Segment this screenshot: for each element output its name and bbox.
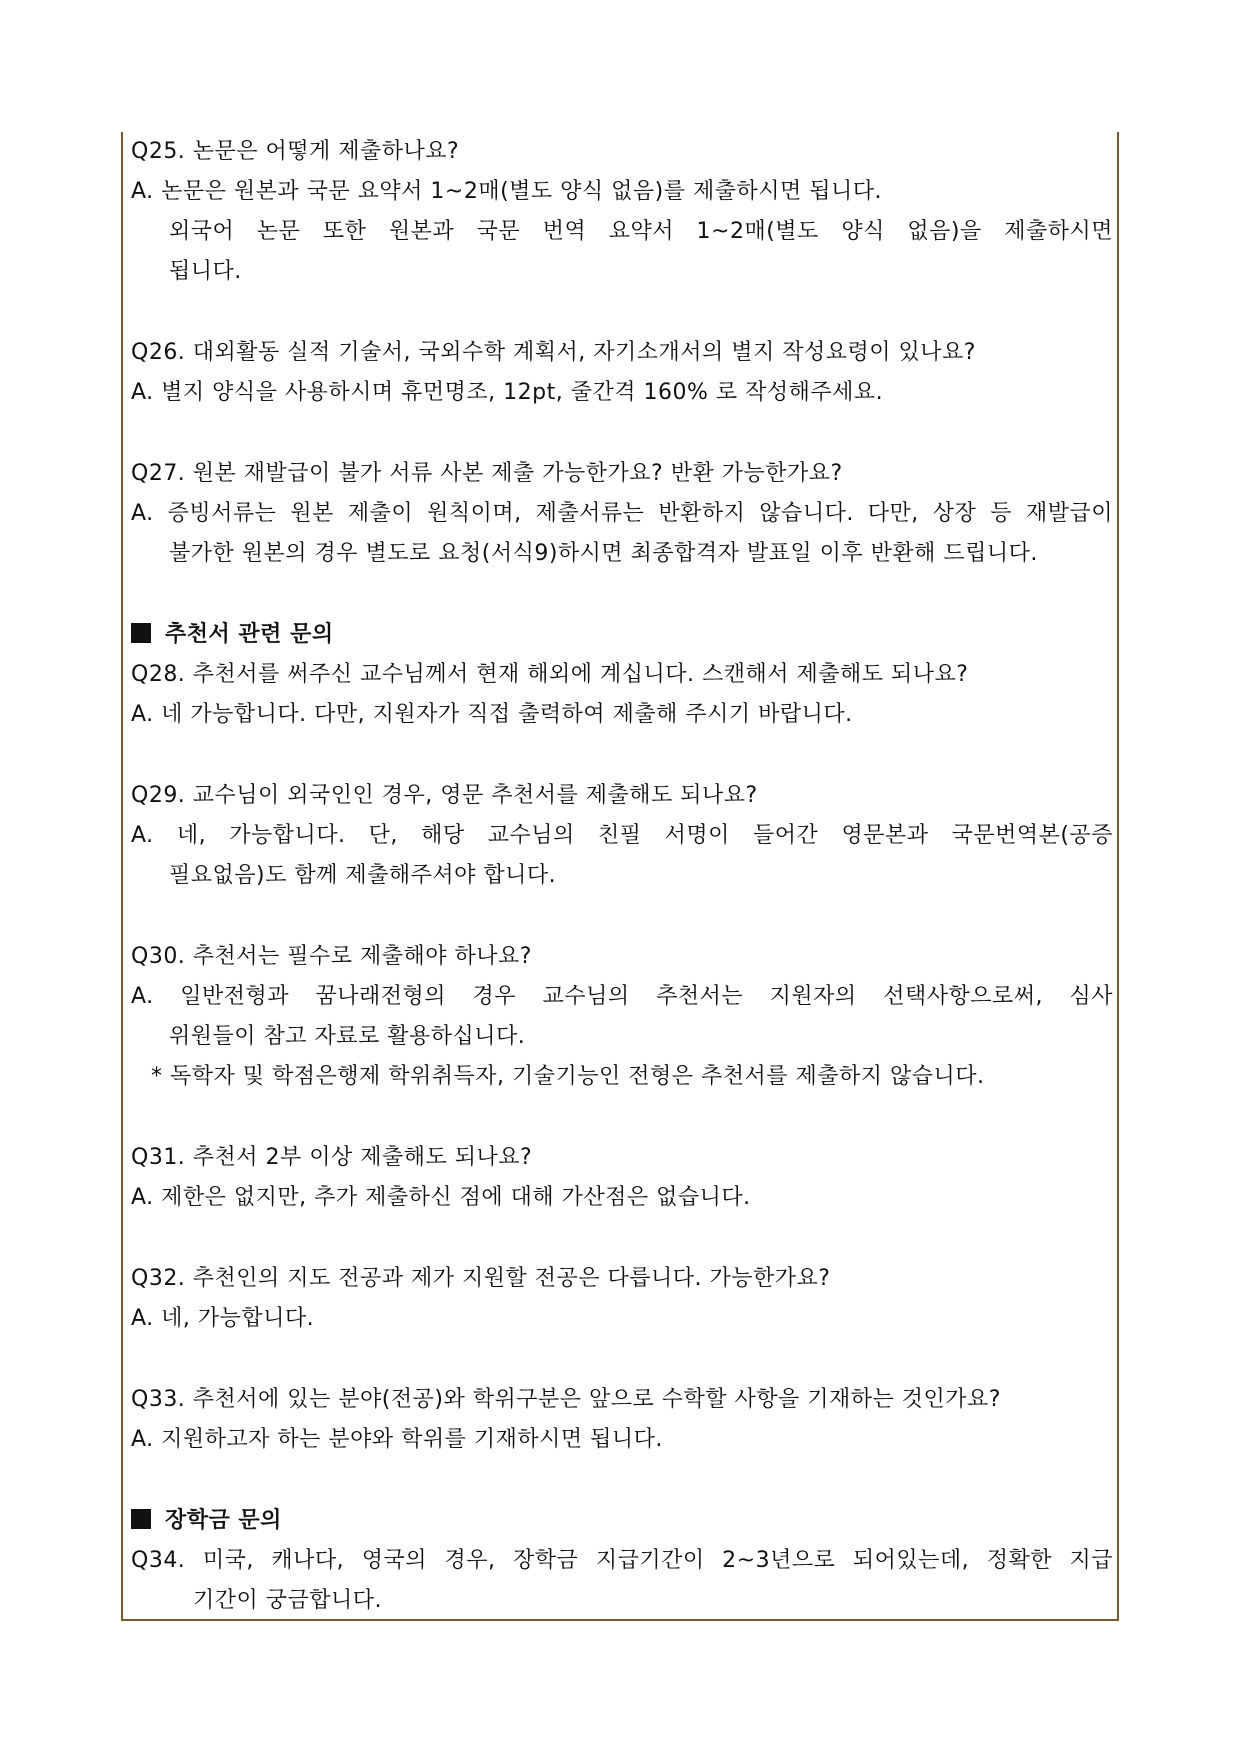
- section-square-icon: [131, 623, 151, 643]
- q28-question: Q28. 추천서를 써주신 교수님께서 현재 해외에 계십니다. 스캔해서 제출해도 되나요?: [131, 662, 969, 687]
- q29-question: Q29. 교수님이 외국인인 경우, 영문 추천서를 제출해도 되나요?: [131, 783, 758, 808]
- q30-question: Q30. 추천서는 필수로 제출해야 하나요?: [131, 944, 532, 969]
- section-heading-recommendation: [131, 615, 1113, 655]
- section-heading-text: 장학금 문의: [165, 1508, 282, 1533]
- q33-answer-line-1: A. 지원하고자 하는 분야와 학위를 기재하시면 됩니다.: [131, 1427, 663, 1452]
- section-square-icon: [131, 1509, 151, 1529]
- q27-answer-line-2: 불가한 원본의 경우 별도로 요청(서식9)하시면 최종합격자 발표일 이후 반환해 드립니다.: [169, 541, 1038, 566]
- q27-answer-line-1: A. 증빙서류는 원본 제출이 원칙이며, 제출서류는 반환하지 않습니다. 다만, 상장 등 재발급이: [131, 501, 1113, 526]
- q29-answer-line-2: 필요없음)도 함께 제출해주셔야 합니다.: [169, 863, 557, 888]
- q30-answer-line-1: A. 일반전형과 꿈나래전형의 경우 교수님의 추천서는 지원자의 선택사항으로써, 심사: [131, 984, 1113, 1009]
- q25-answer-line-2: 외국어 논문 또한 원본과 국문 번역 요약서 1~2매(별도 양식 없음)을 제출하시면: [169, 219, 1113, 244]
- section-heading-scholarship: [131, 1501, 1113, 1541]
- q34-question-line-2: 기간이 궁금합니다.: [193, 1588, 383, 1613]
- q30-answer-line-2: 위원들이 참고 자료로 활용하십니다.: [169, 1024, 526, 1049]
- q25-answer-line-3: 됩니다.: [169, 259, 242, 284]
- faq-content: [131, 132, 1113, 1621]
- q34-question-line-1: Q34. 미국, 캐나다, 영국의 경우, 장학금 지급기간이 2~3년으로 되어있는데, 정확한 지급: [131, 1548, 1113, 1573]
- q27-question: Q27. 원본 재발급이 불가 서류 사본 제출 가능한가요? 반환 가능한가요?: [131, 461, 843, 486]
- q33-question: Q33. 추천서에 있는 분야(전공)와 학위구분은 앞으로 수학할 사항을 기재하는 것인가요?: [131, 1387, 1001, 1412]
- q31-answer-line-1: A. 제한은 없지만, 추가 제출하신 점에 대해 가산점은 없습니다.: [131, 1185, 751, 1210]
- q30-note: * 독학자 및 학점은행제 학위취득자, 기술기능인 전형은 추천서를 제출하지 않습니다.: [151, 1064, 985, 1089]
- q32-question: Q32. 추천인의 지도 전공과 제가 지원할 전공은 다릅니다. 가능한가요?: [131, 1266, 831, 1291]
- q31-question: Q31. 추천서 2부 이상 제출해도 되나요?: [131, 1145, 533, 1170]
- q26-question: Q26. 대외활동 실적 기술서, 국외수학 계획서, 자기소개서의 별지 작성요령이 있나요?: [131, 340, 976, 365]
- q29-answer-line-1: A. 네, 가능합니다. 단, 해당 교수님의 친필 서명이 들어간 영문본과 국문번역본(공증: [131, 823, 1113, 848]
- q32-answer-line-1: A. 네, 가능합니다.: [131, 1306, 315, 1331]
- q25-question: Q25. 논문은 어떻게 제출하나요?: [131, 139, 460, 164]
- section-heading-text: 추천서 관련 문의: [165, 622, 334, 647]
- q25-answer-line-1: A. 논문은 원본과 국문 요약서 1~2매(별도 양식 없음)를 제출하시면 됩니다.: [131, 179, 882, 204]
- q28-answer-line-1: A. 네 가능합니다. 다만, 지원자가 직접 출력하여 제출해 주시기 바랍니다.: [131, 702, 853, 727]
- q26-answer-line-1: A. 별지 양식을 사용하시며 휴먼명조, 12pt, 줄간격 160% 로 작성해주세요.: [131, 380, 884, 405]
